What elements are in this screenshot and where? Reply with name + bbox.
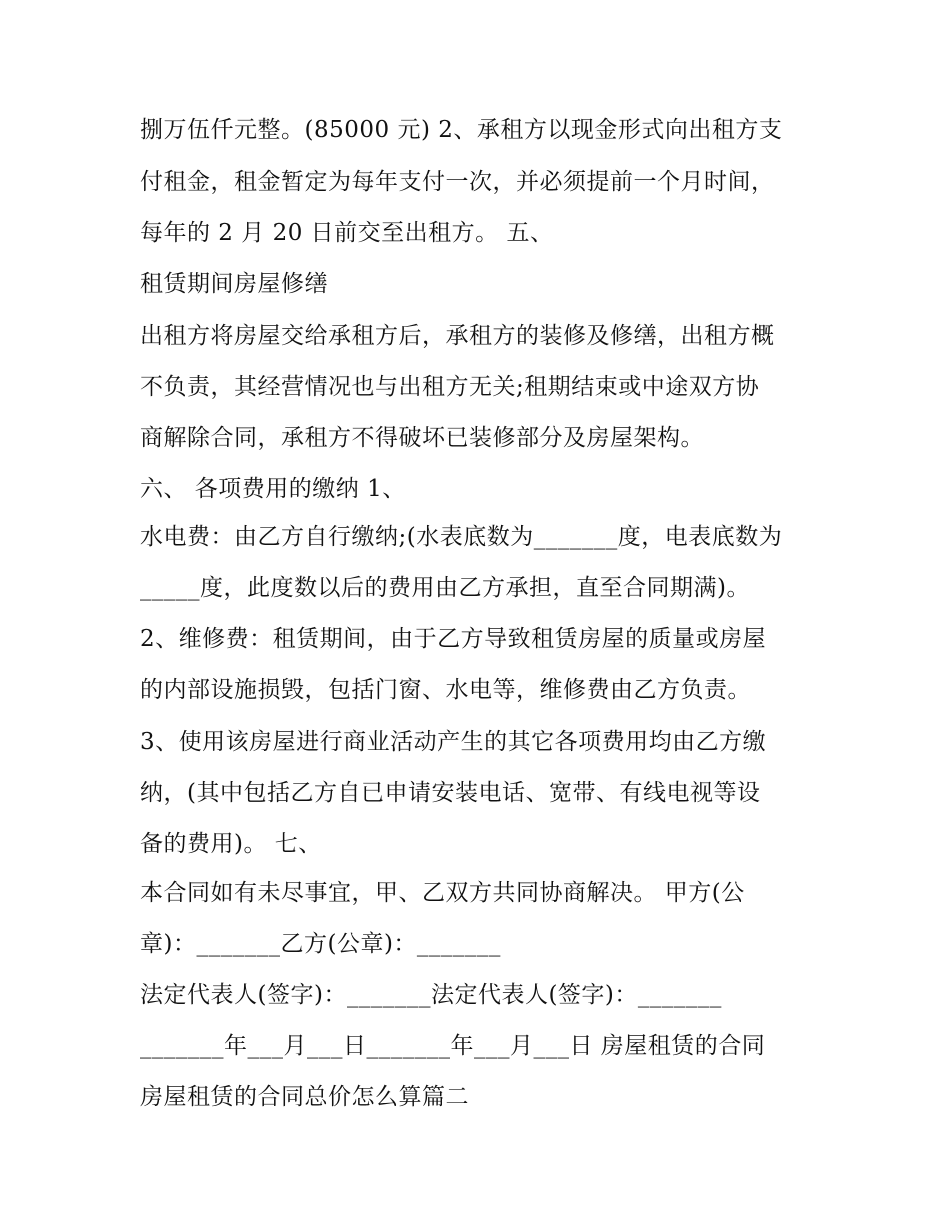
date-line: _______年___月___日_______年___月___日 房屋租赁的合同: [140, 1033, 766, 1059]
text-line: 捌万伍仟元整。(85000 元) 2、承租方以现金形式向出租方支: [140, 117, 783, 143]
text-line: 3、使用该房屋进行商业活动产生的其它各项费用均由乙方缴: [140, 729, 767, 755]
text-line: 的内部设施损毁，包括门窗、水电等，维修费由乙方负责。: [140, 677, 751, 703]
text-line: 商解除合同，承租方不得破坏已装修部分及房屋架构。: [140, 425, 704, 451]
text-line: _____度，此度数以后的费用由乙方承担，直至合同期满)。: [140, 575, 750, 601]
text-line: 出租方将房屋交给承租方后，承租方的装修及修缮，出租方概: [140, 323, 775, 349]
text-line: 纳，(其中包括乙方自已申请安装电话、宽带、有线电视等设: [140, 780, 761, 806]
signature-line: 法定代表人(签字)：_______法定代表人(签字)：_______: [140, 982, 722, 1008]
text-line: 本合同如有未尽事宜，甲、乙双方共同协商解决。 甲方(公: [140, 880, 745, 906]
text-line: 备的费用)。 七、: [140, 831, 322, 857]
signature-line: 章)：_______乙方(公章)：_______: [140, 931, 501, 957]
section-heading: 六、 各项费用的缴纳 1、: [140, 476, 406, 502]
section-heading: 租赁期间房屋修缮: [140, 271, 328, 297]
text-line: 水电费：由乙方自行缴纳;(水表底数为_______度，电表底数为: [140, 524, 783, 550]
text-line: 2、维修费：租赁期间，由于乙方导致租赁房屋的质量或房屋: [140, 626, 767, 652]
text-line: 付租金，租金暂定为每年支付一次，并必须提前一个月时间，: [140, 169, 775, 195]
text-line: 每年的 2 月 20 日前交至出租方。 五、: [140, 220, 554, 246]
text-line: 不负责，其经营情况也与出租方无关;租期结束或中途双方协: [140, 374, 760, 400]
section-heading: 房屋租赁的合同总价怎么算篇二: [140, 1084, 469, 1110]
